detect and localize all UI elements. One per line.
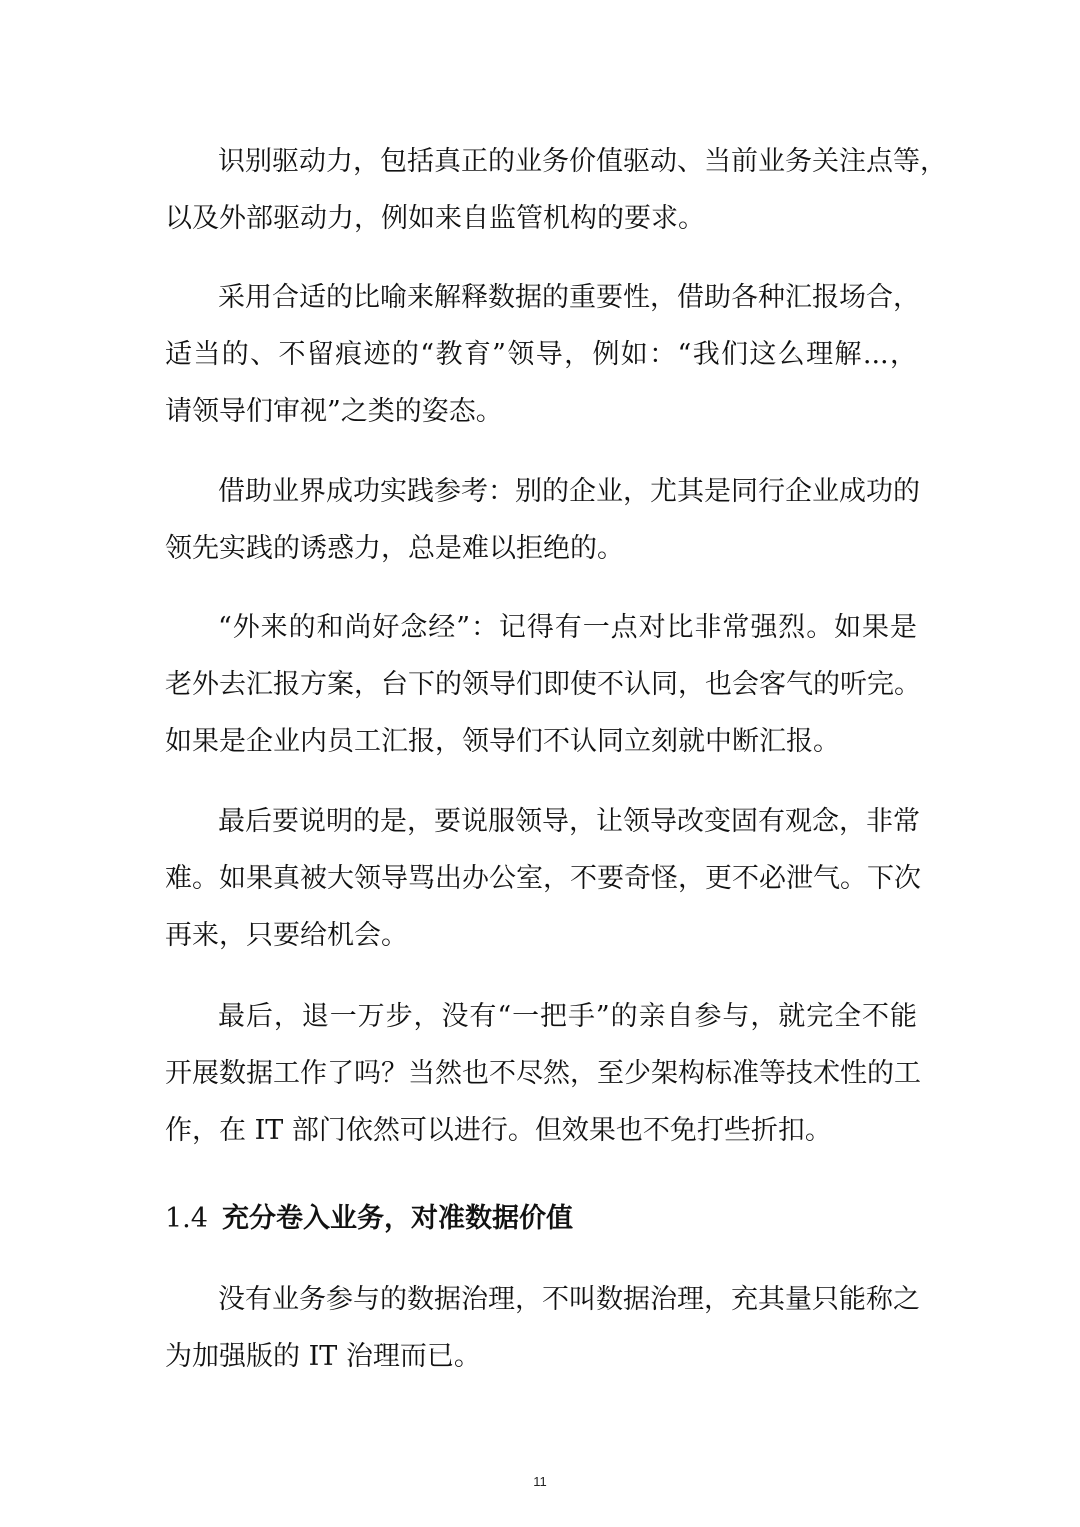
page-number: 11 xyxy=(533,1474,547,1489)
paragraph-3-line-2: 领先实践的诱惑力，总是难以拒绝的。 xyxy=(165,533,624,564)
paragraph-4-line-1: “外来的和尚好念经”：记得有一点对比非常强烈。如果是 xyxy=(218,612,917,643)
section-title: 充分卷入业务，对准数据价值 xyxy=(221,1203,573,1234)
paragraph-6-line-3: 作，在 IT 部门依然可以进行。但效果也不免打些折扣。 xyxy=(165,1115,832,1146)
paragraph-2-line-3: 请领导们审视”之类的姿态。 xyxy=(165,396,503,427)
paragraph-5-line-3: 再来，只要给机会。 xyxy=(165,920,408,951)
paragraph-4-line-3: 如果是企业内员工汇报，领导们不认同立刻就中断汇报。 xyxy=(165,726,840,757)
paragraph-3-line-1: 借助业界成功实践参考：别的企业，尤其是同行企业成功的 xyxy=(218,476,920,507)
paragraph-5-line-1: 最后要说明的是，要说服领导，让领导改变固有观念，非常 xyxy=(218,806,920,837)
paragraph-1-line-1: 识别驱动力，包括真正的业务价值驱动、当前业务关注点等， xyxy=(218,146,947,177)
paragraph-2-line-2: 适当的、不留痕迹的“教育”领导，例如：“我们这么理解...， xyxy=(165,339,917,370)
closing-paragraph-line-2: 为加强版的 IT 治理而已。 xyxy=(165,1341,481,1372)
closing-paragraph-line-1: 没有业务参与的数据治理，不叫数据治理，充其量只能称之 xyxy=(218,1284,920,1315)
section-number: 1.4 xyxy=(165,1203,208,1234)
paragraph-4-line-2: 老外去汇报方案，台下的领导们即使不认同，也会客气的听完。 xyxy=(165,669,921,700)
paragraph-2-line-1: 采用合适的比喻来解释数据的重要性，借助各种汇报场合， xyxy=(218,282,920,313)
paragraph-5-line-2: 难。如果真被大领导骂出办公室，不要奇怪，更不必泄气。下次 xyxy=(165,863,921,894)
paragraph-6-line-1: 最后，退一万步，没有“一把手”的亲自参与，就完全不能 xyxy=(218,1001,917,1032)
paragraph-6-line-2: 开展数据工作了吗？当然也不尽然，至少架构标准等技术性的工 xyxy=(165,1058,921,1089)
section-heading xyxy=(165,1199,573,1239)
paragraph-1-line-2: 以及外部驱动力，例如来自监管机构的要求。 xyxy=(165,203,705,234)
